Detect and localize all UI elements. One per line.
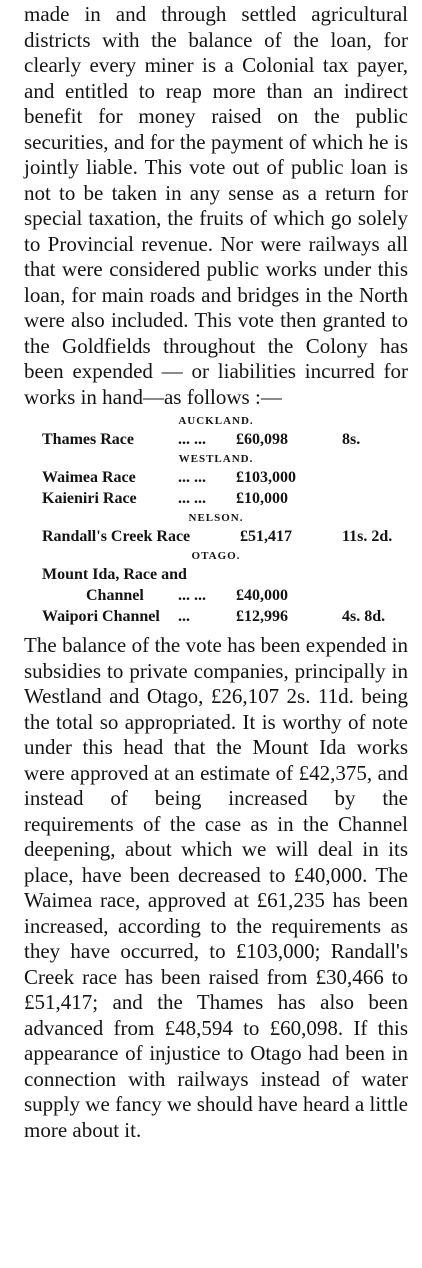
table-row (24, 585, 408, 606)
row-name: Mount Ida, Race and (42, 566, 187, 583)
table-row (24, 564, 408, 585)
row-amount: £12,996 (236, 608, 288, 625)
table-row (24, 429, 408, 450)
row-dots: ... ... (178, 431, 206, 448)
row-dots: ... ... (178, 469, 206, 486)
row-extra: 8s. (342, 431, 361, 448)
article-paragraph-1: made in and through settled agricultural districts with the balance of the loan, for clearly every miner is a Colonial tax payer, and entitled to reap more than an indirect benefit for money raised on the public securities, and for the payment of which he is jointly liable. This vote out of public loan is not to be taken in any sense as a return for special taxation, the fruits of which go solely to Provincial revenue. Nor were railways all that were considered public works under this loan, for main roads and bridges in the North were also included. This vote then granted to the Goldfields throughout the Colony has been expended — or liabilities incurred for works in hand—as follows :— (24, 2, 408, 409)
row-name: Thames Race (42, 431, 134, 448)
row-name: Waipori Channel (42, 608, 160, 625)
heading-auckland: AUCKLAND. (178, 415, 254, 427)
row-amount: £10,000 (236, 490, 288, 507)
row-extra: 11s. 2d. (342, 528, 393, 545)
table-row (24, 526, 408, 547)
row-name: Randall's Creek Race (42, 528, 191, 545)
row-amount: £103,000 (236, 469, 296, 486)
row-amount: £60,098 (236, 431, 288, 448)
row-amount: £51,417 (240, 528, 292, 545)
row-extra: 4s. 8d. (342, 608, 386, 625)
heading-nelson: NELSON. (188, 512, 244, 524)
table-row (24, 467, 408, 488)
heading-otago: OTAGO. (191, 550, 241, 562)
row-name: Channel (86, 587, 144, 604)
row-dots: ... (178, 608, 190, 625)
row-amount: £40,000 (236, 587, 288, 604)
article-paragraph-2: The balance of the vote has been expended in subsidies to private companies, principally in Westland and Otago, £26,107 2s. 11d. being the total so appropriated. It is worthy of note under this head that the Mount Ida works were approved at an estimate of £42,375, and instead of being increased by the requirements of the case as in the Channel deepening, about which we will deal in its place, have been decreased to £40,000. The Waimea race, approved at £61,235 has been increased, according to the requirements as they have occurred, to £103,000; Randall's Creek race has been raised from £30,466 to £51,417; and the Thames has also been advanced from £48,594 to £60,098. If this appearance of injustice to Otago had been in connection with railways instead of water supply we fancy we should have heard a little more about it. (24, 633, 408, 1142)
row-dots: ... ... (178, 490, 206, 507)
table-row (24, 488, 408, 509)
row-name: Kaieniri Race (42, 490, 137, 507)
table-row (24, 606, 408, 627)
row-dots: ... ... (178, 587, 206, 604)
goldfields-expenditure-table (24, 414, 408, 627)
heading-westland: WESTLAND. (178, 453, 254, 465)
row-name: Waimea Race (42, 469, 136, 486)
